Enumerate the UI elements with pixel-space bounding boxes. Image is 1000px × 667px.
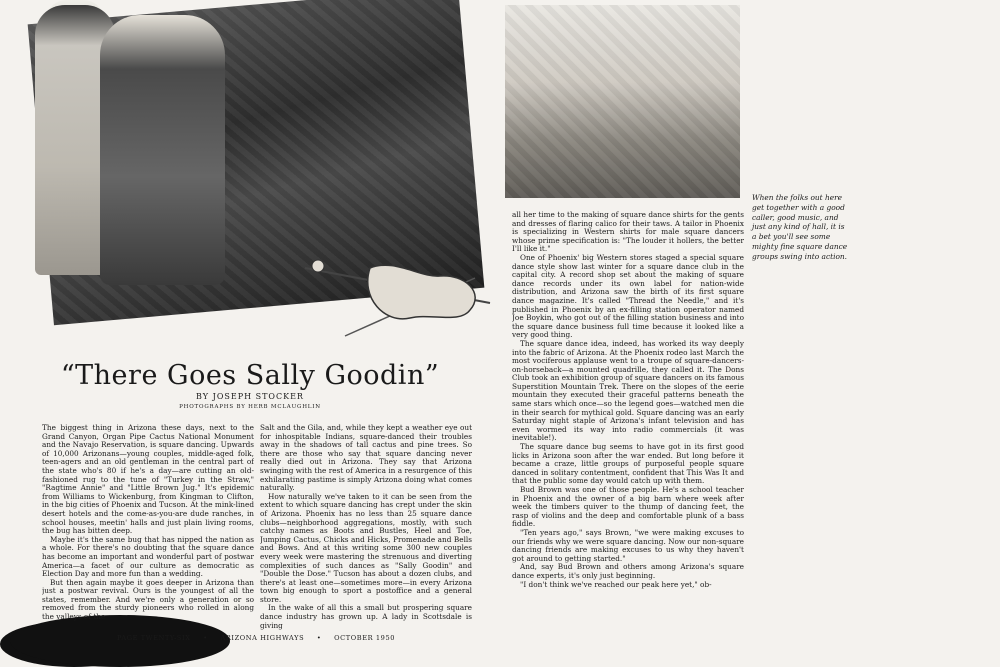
page-footer xyxy=(40,634,472,642)
paragraph: And, say Bud Brown and others among Arizona's square dance experts, it's only just beginning. xyxy=(512,562,744,580)
paragraph: Salt and the Gila, and, while they kept a weather eye out for inhospitable Indians, square-danced their troubles away in the shadows of tall cactus and pine trees. So there are those who say that square dancing never really died out in Arizona. They say that Arizona swinging with the rest of America in a resurgence of this exhilarating pastime is simply Arizona doing what comes naturally. xyxy=(260,424,472,493)
article-headline: “There Goes Sally Goodin” xyxy=(60,360,440,391)
paragraph: Maybe it's the same bug that has nipped the nation as a whole. For there's no doubting that the square dance has become an important and wonderful part of postwar America—a facet of our culture as democratic as Election Day and more fun than a wedding. xyxy=(42,534,254,579)
paragraph: all her time to the making of square dance shirts for the gents and dresses of flaring calico for their taws. A tailor in Phoenix is specializing in Western shirts for male square dancers whose prime specification is: "The louder it hollers, the better I'll like it." xyxy=(512,211,744,254)
paragraph: The square dance bug seems to have got in its first good licks in Arizona soon after the war ended. But long before it became a craze, little groups of purposeful people square danced in solitary contentment, confident that This Was It and that the public some day would catch up with them. xyxy=(512,442,744,486)
paragraph: Bud Brown was one of those people. He's a school teacher in Phoenix and the owner of a big barn where week after week the timbers quiver to the thump of dancing feet, the rasp of violins and the deep and comfortable plunk of a bass fiddle. xyxy=(512,485,744,529)
magazine-name: ARIZONA HIGHWAYS xyxy=(220,634,305,642)
bullet-separator: • xyxy=(203,634,208,642)
fiddle-icon xyxy=(300,248,495,343)
photo-caption: When the folks out here get together with a good caller, good music, and just any kind of hall, it is a bet you'll see some mighty fine square dance groups swing into action. xyxy=(752,193,848,261)
bullet-separator: • xyxy=(316,634,322,642)
paragraph: "Ten years ago," says Brown, "we were making excuses to our friends why we were square dancing. Now our non-square dancing friends are making excuses to us why they haven't got around to getting started." xyxy=(512,527,744,563)
paragraph: But then again maybe it goes deeper in Arizona than just a postwar revival. Ours is the youngest of all the states, remember. And we're only a generation or so removed from the sturdy pioneers who rolled in along the valleys of the xyxy=(42,577,254,622)
paragraph: In the wake of all this a small but prospering square dance industry has grown up. A lady in Scottsdale is giving xyxy=(260,603,472,630)
page-number: PAGE TWENTY-SIX xyxy=(116,634,191,642)
paragraph: "I don't think we've reached our peak here yet," ob- xyxy=(520,579,712,589)
female-dancer-figure xyxy=(100,15,225,285)
article-column-1 xyxy=(42,424,254,646)
paragraph: One of Phoenix' big Western stores staged a special square dance style show last winter for a square dance club in the capital city. A record shop set about the making of square dance records under its own label for nation-wide distribution, and Arizona saw the birth of its first square dance magazine. It's called "Thread the Needle," and it's published in Phoenix by an ex-filling station operator named Joe Boykin, who got out of the filling station business and into the square dance business full time because it looked like a very good thing. xyxy=(512,252,744,340)
article-byline: BY JOSEPH STOCKER xyxy=(196,392,304,401)
fiddler-and-guitarist-photo xyxy=(505,5,740,198)
paragraph: How naturally we've taken to it can be seen from the extent to which square dancing has crept under the skin of Arizona. Phoenix has no less than 25 square dance clubs—neighborhood aggregations, mostly, with such catchy names as Boots and Bustles, Heel and Toe, Jumping Cactus, Chicks and Hicks, Promenade and Bells and Bows. And at this writing some 300 new couples every week were mastering the strenuous and diverting complexities of such dances as "Sally Goodin" and "Double the Dose." Tucson has about a dozen clubs, and there's at least one—sometimes more—in every Arizona town big enough to sport a postoffice and a general store. xyxy=(260,491,472,604)
photo-credit: PHOTOGRAPHS BY HERB MCLAUGHLIN xyxy=(179,404,321,410)
article-column-3 xyxy=(512,211,744,651)
issue-date: OCTOBER 1950 xyxy=(334,634,396,642)
paragraph: The square dance idea, indeed, has worked its way deeply into the fabric of Arizona. At the Phoenix rodeo last March the most vociferous applause went to a troupe of square-dancers-on-horseback—a mounted quadrille, they called it. The Dons Club took an exhibition group of square dancers on its famous Superstition Mountain Trek. There on the slopes of the eerie mountain they executed their graceful patterns beneath the same stars which once—so the legend goes—watched men die in their search for mythical gold. Square dancing was an early Saturday night staple of Arizona's infant television and has even wormed its way into radio commercials (it was inevitable!). xyxy=(512,338,744,443)
paragraph: The biggest thing in Arizona these days, next to the Grand Canyon, Organ Pipe Cactus National Monument and the Navajo Reservation, is square dancing. Upwards of 10,000 Arizonans—young couples, middle-aged folk, teen-agers and an old gentleman in the central part of the state who's 80 if he's a day—are cutting an old-fashioned rug to the tune of "Turkey in the Straw," "Ragtime Annie" and "Little Brown Jug." It's epidemic from Williams to Wickenburg, from Kingman to Clifton, in the big cities of Phoenix and Tucson. At the mink-lined desert hotels and the come-as-you-are dude ranches, in school houses, meetin' halls and just plain living rooms, the bug has bitten deep. xyxy=(42,424,254,536)
article-column-2 xyxy=(260,424,472,646)
